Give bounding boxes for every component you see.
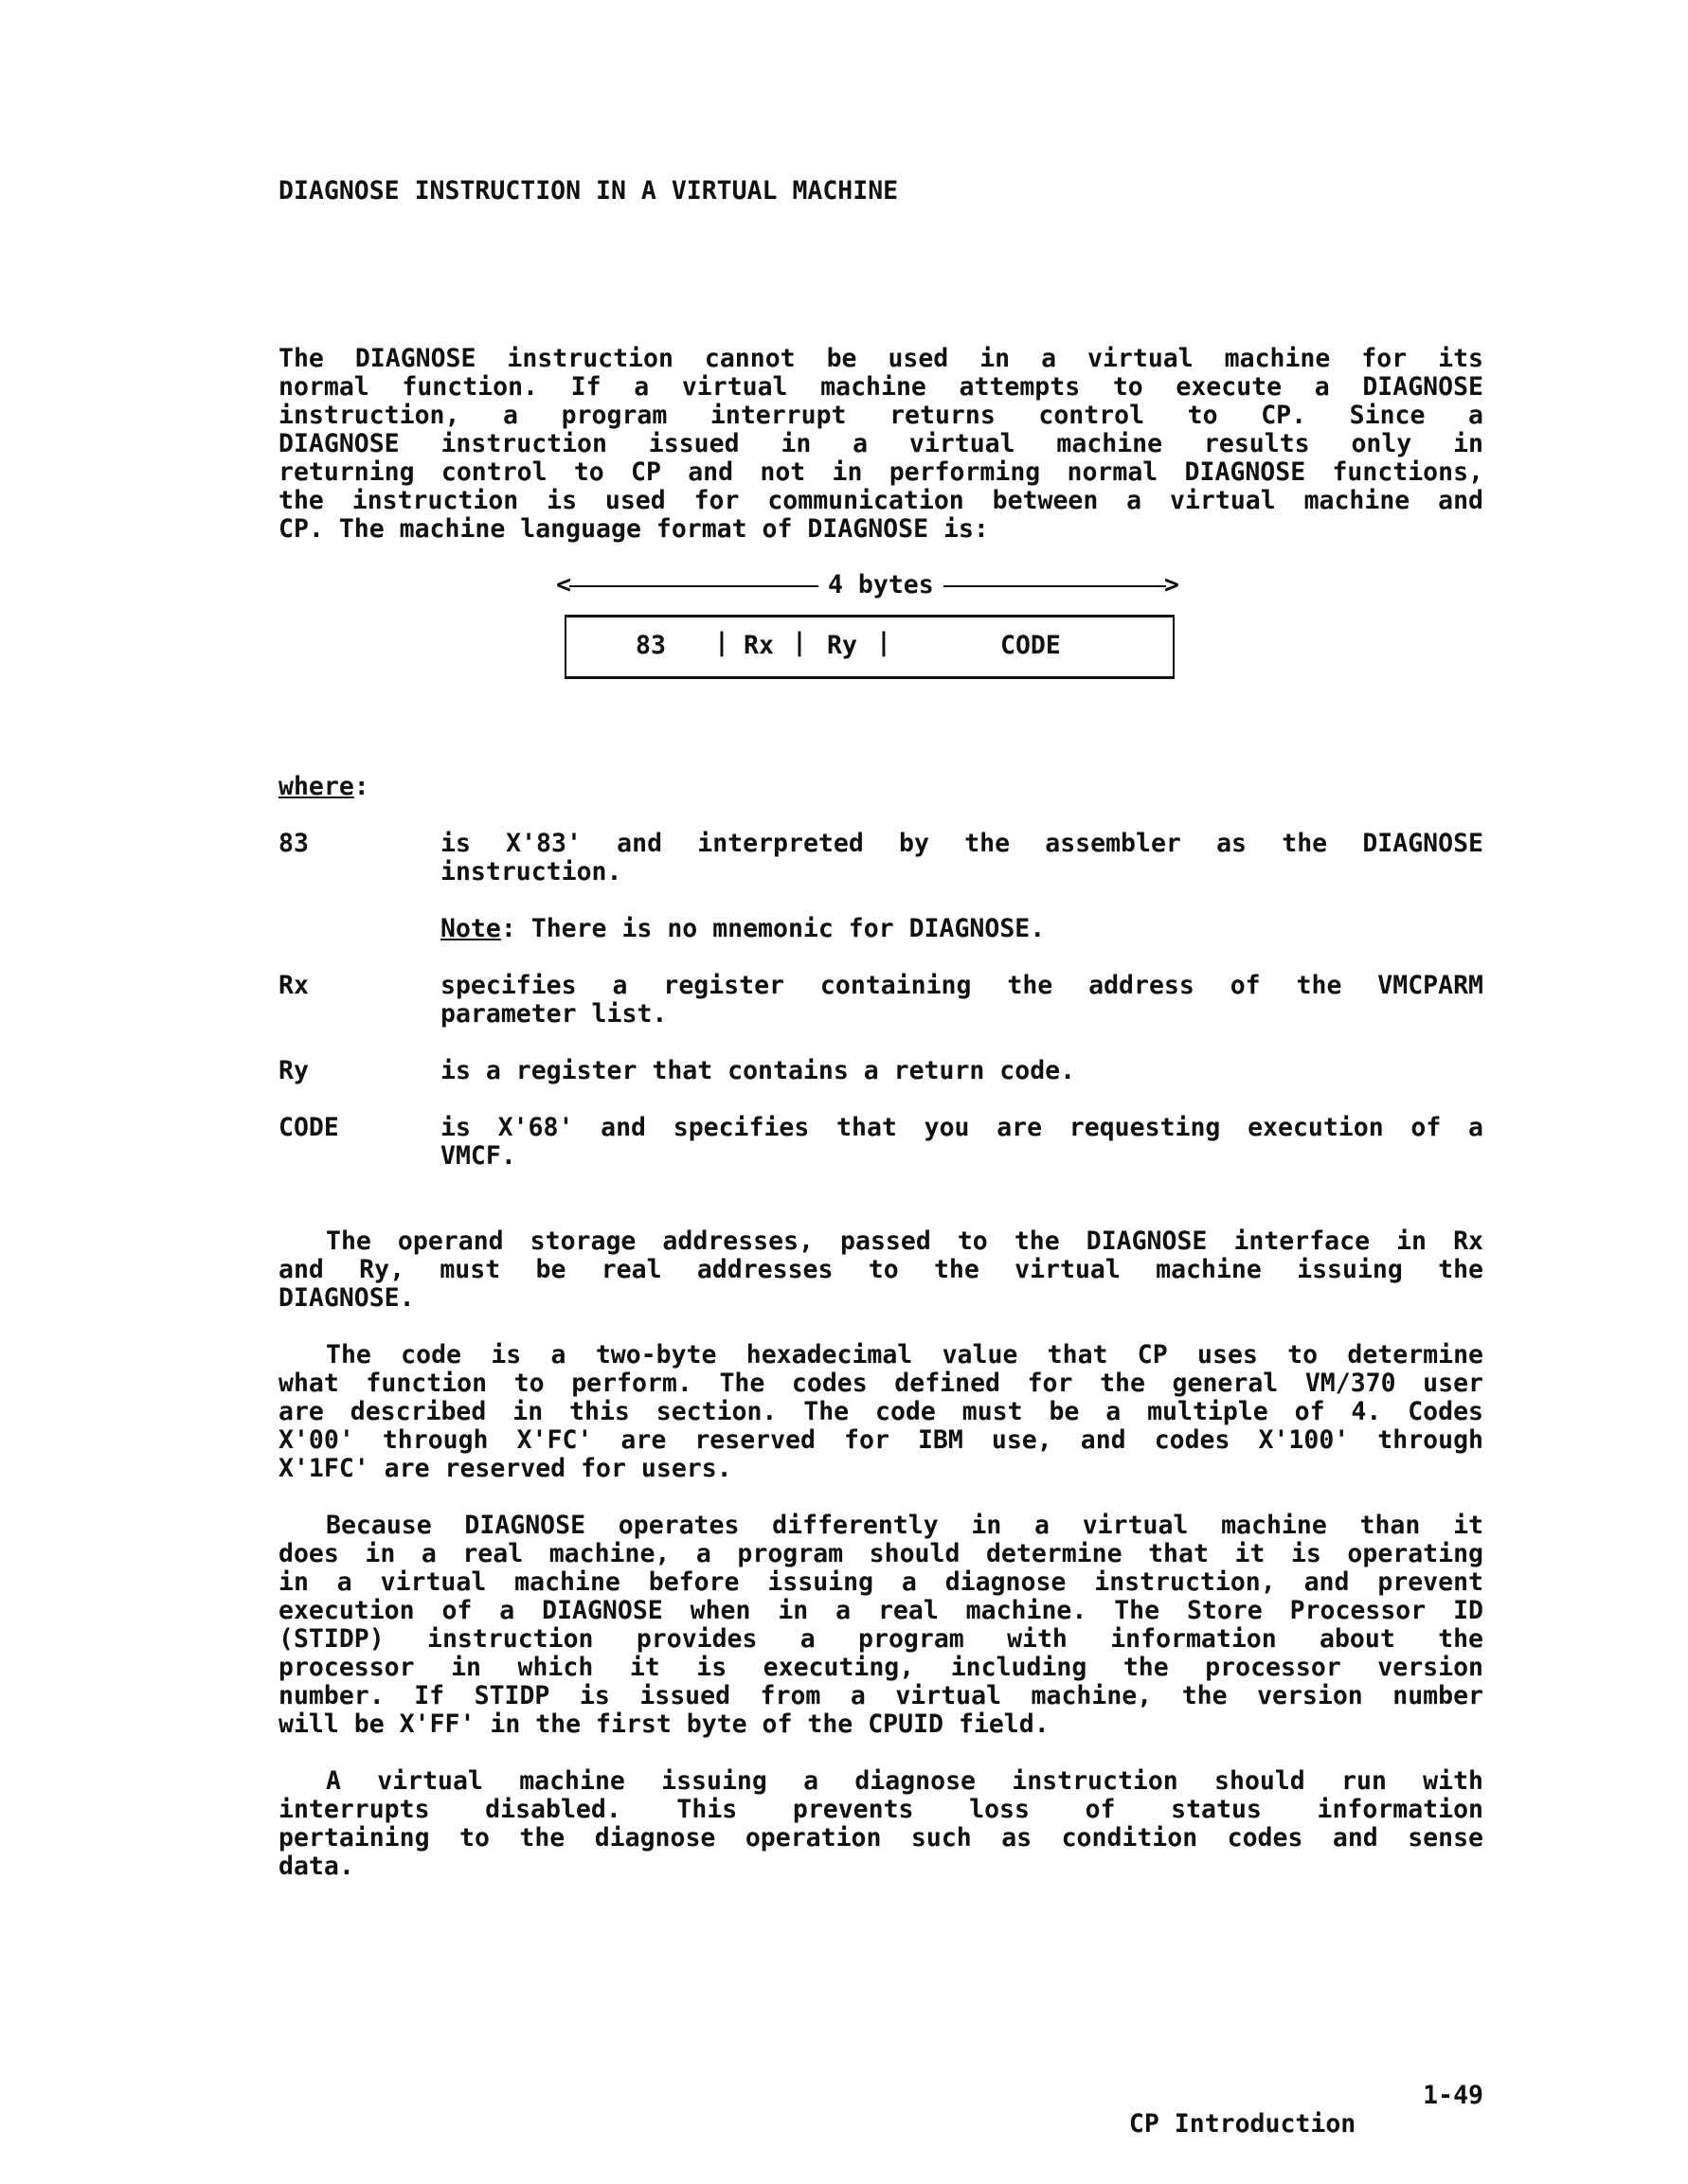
right-arrowhead-icon: >	[1164, 570, 1179, 600]
definition-term: Rx	[278, 971, 309, 1000]
byte-width-label: 4 bytes	[818, 571, 943, 600]
field-separator: |	[792, 628, 807, 657]
body-paragraph: A virtual machine issuing a diagnose instruction should run with interrupts disabled. This prevents loss of status information pertaining to the diagnose operation such as condition codes and sense data.	[278, 1766, 1483, 1881]
note	[440, 915, 1483, 943]
text-line: The DIAGNOSE instruction cannot be used in a virtual machine for its	[278, 344, 1483, 373]
page-title: DIAGNOSE INSTRUCTION IN A VIRTUAL MACHINE	[278, 176, 899, 206]
text-line: CP. The machine language format of DIAGNOSE is:	[278, 514, 989, 544]
field-separator: |	[714, 628, 729, 657]
left-arrowhead-icon: <	[556, 570, 571, 600]
note-text: : There is no mnemonic for DIAGNOSE.	[500, 914, 1046, 943]
definition-text: is X'83' and interpreted by the assembler as the DIAGNOSE instruction.	[440, 829, 1483, 886]
body-paragraph: The code is a two-byte hexadecimal value that CP uses to determine what function to perform. The codes defined for the general VM/370 user are described in this section. The code must be a multiple of 4. Codes X'00' through X'FC' are reserved for IBM use, and codes X'100' through X'1FC' are reserved for users.	[278, 1340, 1483, 1483]
body-paragraph: The operand storage addresses, passed to the DIAGNOSE interface in Rx and Ry, must be real addresses to the virtual machine issuing the DIAGNOSE.	[278, 1226, 1483, 1313]
byte-width-arrow	[556, 571, 1179, 600]
format-field-ry: Ry	[827, 631, 857, 660]
footer-section-title: CP Introduction	[1128, 2109, 1356, 2139]
definition-text: is a register that contains a return code.	[440, 1056, 1076, 1085]
note-label: Note	[440, 914, 501, 943]
field-separator: |	[876, 628, 891, 657]
format-field-opcode: 83	[636, 631, 666, 660]
where-heading: where:	[278, 772, 369, 801]
definition-term: 83	[278, 829, 309, 858]
definition-text: is X'68' and specifies that you are requesting execution of a VMCF.	[440, 1113, 1483, 1171]
definition-term: Ry	[278, 1056, 309, 1085]
text-line: normal function. If a virtual machine attempts to execute a DIAGNOSE	[278, 372, 1483, 402]
definition-term: CODE	[278, 1113, 339, 1142]
format-field-rx: Rx	[744, 631, 774, 660]
definition-text: specifies a register containing the address of the VMCPARM parameter list.	[440, 971, 1483, 1029]
page-number: 1-49	[1423, 2081, 1483, 2110]
body-paragraph: Because DIAGNOSE operates differently in a virtual machine than it does in a real machine, a program should determine that it is operating in a virtual machine before issuing a diagnose instruction, and prevent execution of a DIAGNOSE when in a real machine. The Store Processor ID (STIDP) instruction provides a program with information about the processor in which it is executing, including the processor version number. If STIDP is issued from a virtual machine, the version number will be X'FF' in the first byte of the CPUID field.	[278, 1511, 1483, 1739]
text-line: returning control to CP and not in performing normal DIAGNOSE functions,	[278, 457, 1483, 487]
text-line: the instruction is used for communication between a virtual machine and	[278, 486, 1483, 515]
format-field-code: CODE	[1000, 631, 1061, 660]
intro-paragraph	[278, 345, 1483, 544]
text-line: instruction, a program interrupt returns control to CP. Since a	[278, 401, 1483, 430]
instruction-format-box	[565, 615, 1175, 679]
page-footer	[1099, 2082, 1483, 2167]
text-line: DIAGNOSE instruction issued in a virtual machine results only in	[278, 429, 1483, 458]
